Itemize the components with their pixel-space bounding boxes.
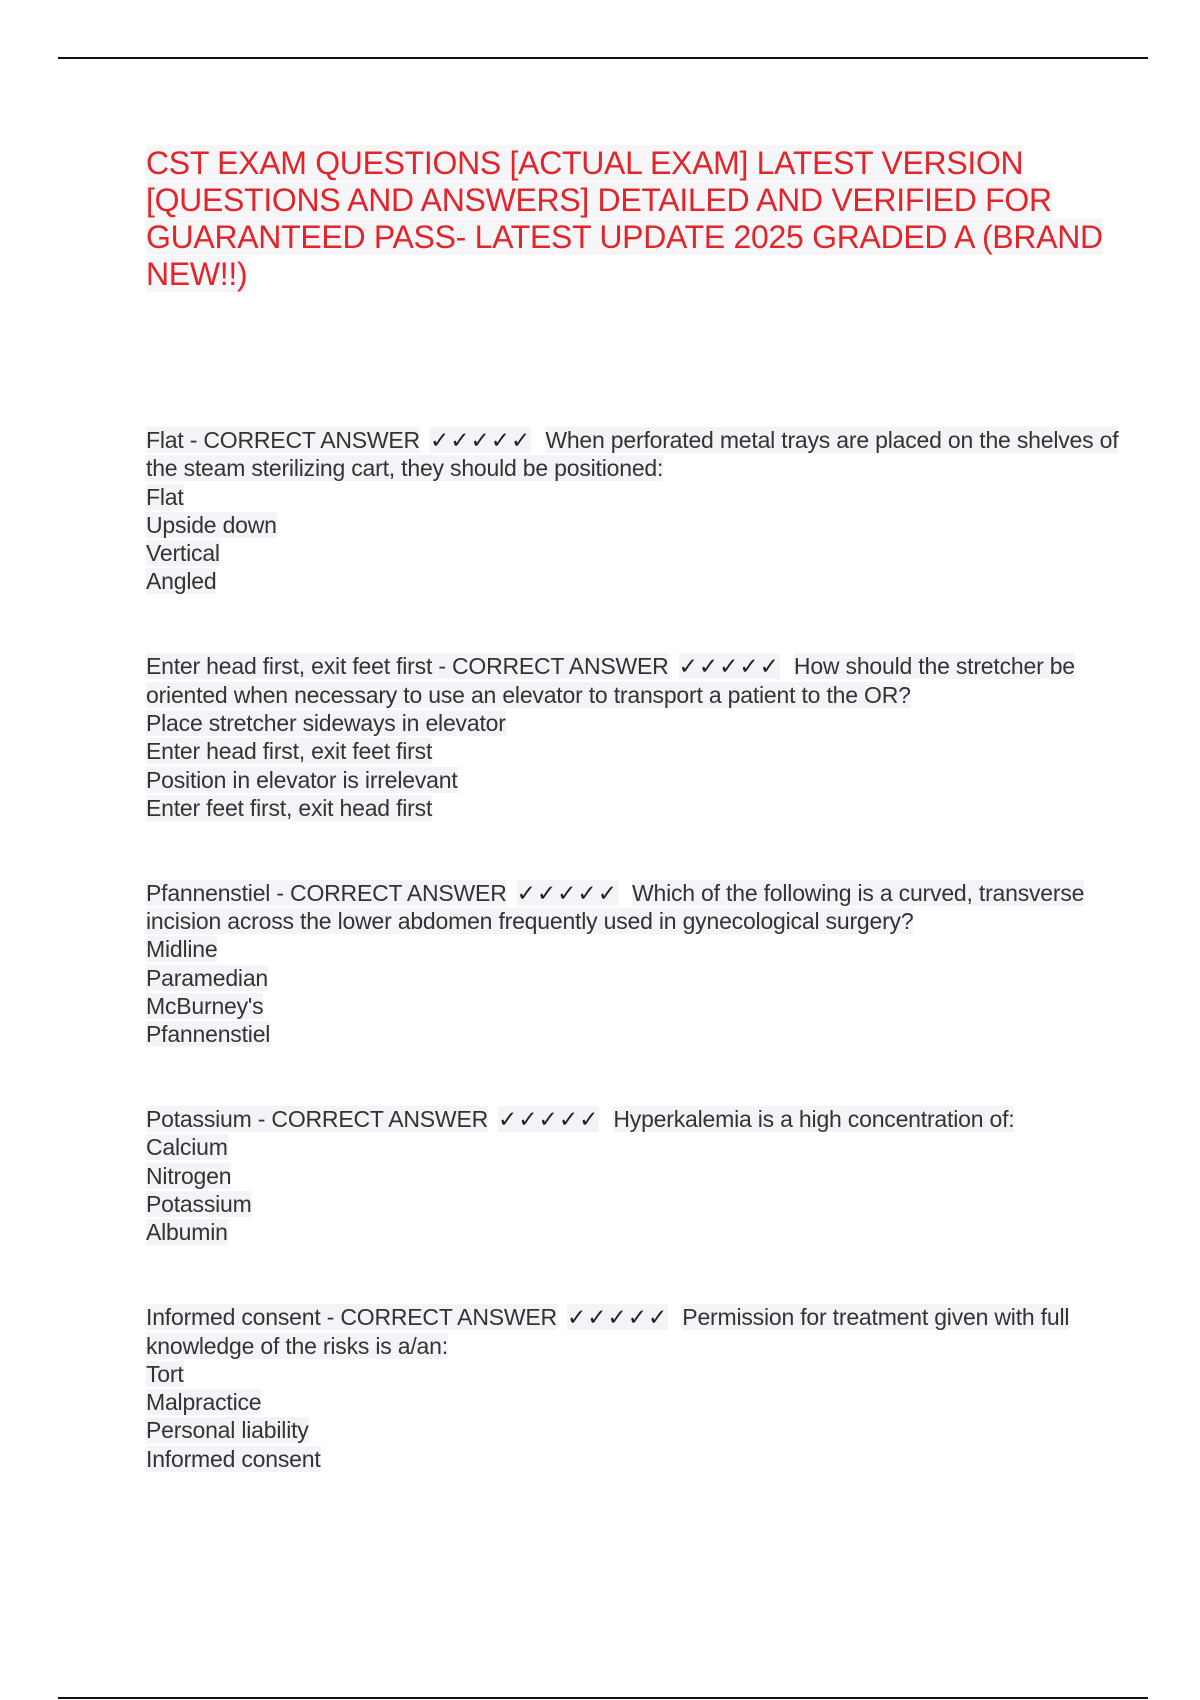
- option-line: [146, 1020, 1126, 1048]
- answer-option: McBurney's: [146, 992, 264, 1019]
- answer-option: Nitrogen: [146, 1162, 232, 1189]
- question-prompt: When perforated metal trays are placed on the shelves of the steam sterilizing cart, they should be positioned:: [146, 427, 1119, 482]
- question-prompt: Hyperkalemia is a high concentration of:: [613, 1106, 1015, 1133]
- correct-answer: Enter head first, exit feet first - CORRECT ANSWER: [146, 653, 669, 680]
- checkmarks-icon: ✓✓✓✓✓: [566, 1304, 669, 1331]
- option-line: [146, 1416, 1126, 1444]
- question-prompt: Permission for treatment given with full knowledge of the risks is a/an:: [146, 1304, 1070, 1359]
- question-text: [146, 426, 1126, 483]
- answer-option: Flat: [146, 483, 184, 510]
- option-line: [146, 1133, 1126, 1161]
- correct-answer: Flat - CORRECT ANSWER: [146, 427, 420, 453]
- title-text: CST EXAM QUESTIONS [ACTUAL EXAM] LATEST VERSION [QUESTIONS AND ANSWERS] DETAILED AND VERIFIED FOR GUARANTEED PASS- LATEST UPDATE 2025 GRADED A (BRAND NEW!!): [146, 145, 1103, 292]
- option-line: [146, 1190, 1126, 1218]
- question-prompt: How should the stretcher be oriented when necessary to use an elevator to transport a patient to the OR?: [146, 653, 1075, 708]
- answer-option: Upside down: [146, 511, 277, 538]
- option-line: [146, 709, 1126, 737]
- answer-option: Paramedian: [146, 964, 269, 991]
- answer-option: Position in elevator is irrelevant: [146, 766, 458, 793]
- checkmarks-icon: ✓✓✓✓✓: [429, 427, 532, 453]
- checkmarks-icon: ✓✓✓✓✓: [498, 1106, 600, 1133]
- checkmarks-icon: ✓✓✓✓✓: [678, 653, 780, 680]
- question-text: [146, 652, 1126, 709]
- answer-option: Angled: [146, 568, 217, 595]
- questions-list: [146, 426, 1126, 1530]
- option-line: [146, 992, 1126, 1020]
- answer-option: Vertical: [146, 540, 220, 567]
- answer-option: Malpractice: [146, 1389, 262, 1416]
- question-block: [146, 426, 1126, 596]
- question-block: [146, 879, 1126, 1049]
- answer-option: Place stretcher sideways in elevator: [146, 709, 506, 736]
- question-block: [146, 1105, 1126, 1246]
- answer-option: Albumin: [146, 1219, 228, 1246]
- option-line: [146, 766, 1126, 794]
- question-block: [146, 1303, 1126, 1473]
- answer-option: Enter feet first, exit head first: [146, 794, 433, 821]
- option-line: [146, 1388, 1126, 1416]
- correct-answer: Potassium - CORRECT ANSWER: [146, 1106, 488, 1133]
- answer-option: Informed consent: [146, 1445, 321, 1472]
- option-line: [146, 737, 1126, 765]
- correct-answer: Pfannenstiel - CORRECT ANSWER: [146, 879, 507, 906]
- option-line: [146, 567, 1126, 595]
- option-line: [146, 511, 1126, 539]
- question-text: [146, 1105, 1126, 1133]
- answer-option: Personal liability: [146, 1417, 309, 1444]
- answer-option: Tort: [146, 1360, 184, 1387]
- option-line: [146, 539, 1126, 567]
- answer-option: Calcium: [146, 1134, 228, 1161]
- option-line: [146, 1360, 1126, 1388]
- option-line: [146, 935, 1126, 963]
- option-line: [146, 483, 1126, 511]
- bottom-rule: [58, 1697, 1148, 1699]
- correct-answer: Informed consent - CORRECT ANSWER: [146, 1304, 557, 1331]
- option-line: [146, 964, 1126, 992]
- answer-option: Enter head first, exit feet first: [146, 738, 433, 765]
- top-rule: [58, 57, 1148, 59]
- option-line: [146, 1218, 1126, 1246]
- option-line: [146, 1162, 1126, 1190]
- document-title: [146, 145, 1106, 293]
- question-text: [146, 879, 1126, 936]
- checkmarks-icon: ✓✓✓✓✓: [516, 879, 618, 906]
- question-text: [146, 1303, 1126, 1360]
- answer-option: Midline: [146, 936, 218, 963]
- question-block: [146, 652, 1126, 822]
- option-line: [146, 794, 1126, 822]
- question-prompt: Which of the following is a curved, transverse incision across the lower abdomen frequently used in gynecological surgery?: [146, 879, 1085, 935]
- answer-option: Pfannenstiel: [146, 1021, 271, 1048]
- answer-option: Potassium: [146, 1191, 252, 1218]
- option-line: [146, 1445, 1126, 1473]
